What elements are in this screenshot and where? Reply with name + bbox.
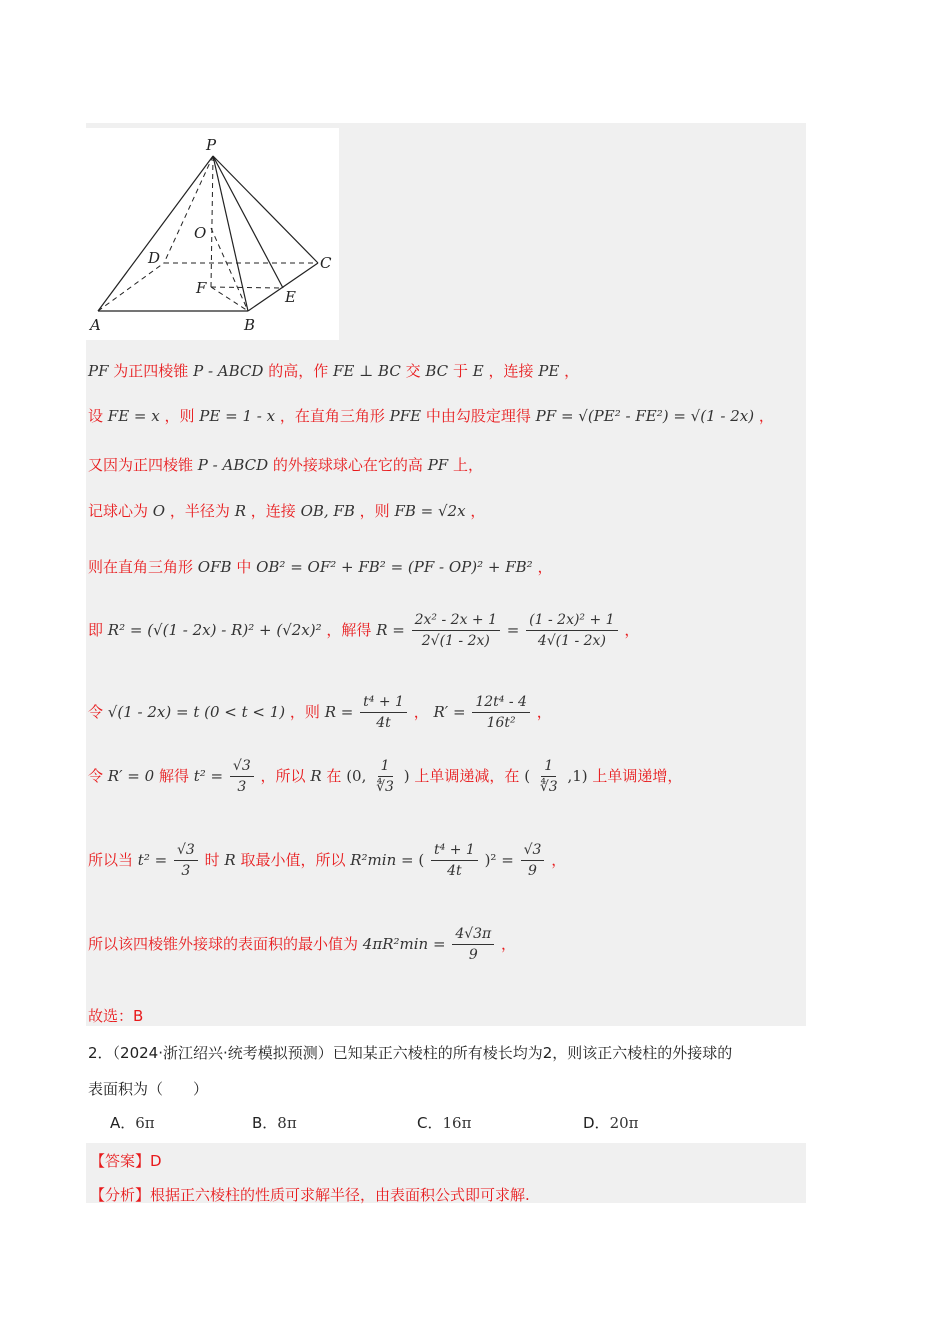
fraction xyxy=(360,692,407,733)
text: 中由勾股定理得 xyxy=(425,407,531,425)
solution-line-2 xyxy=(88,405,774,426)
numerator: 4√3π xyxy=(452,924,494,945)
solution-line-10 xyxy=(88,924,516,965)
math: R xyxy=(234,502,246,520)
numerator: √3 xyxy=(521,840,545,861)
text: 取最小值，所以 xyxy=(240,851,346,869)
text: 所以当 xyxy=(88,851,134,869)
numerator: √3 xyxy=(230,756,254,777)
text: 于 xyxy=(452,362,468,380)
text: 为正四棱锥 xyxy=(113,362,189,380)
math: (0, xyxy=(346,767,367,785)
text: ，在直角三角形 xyxy=(279,407,385,425)
text: 的外接球球心在它的高 xyxy=(272,456,423,474)
text: ，则 xyxy=(289,703,320,721)
math: OB² = OF² + FB² = (PF - OP)² + FB² xyxy=(256,558,533,576)
math: OB, FB xyxy=(300,502,355,520)
text: ，则 xyxy=(164,407,195,425)
denominator: 9 xyxy=(528,863,537,879)
text: 交 xyxy=(405,362,421,380)
option-label: D． xyxy=(583,1114,610,1132)
text: 在 xyxy=(326,767,342,785)
question-line-2: 表面积为（ ） xyxy=(88,1080,209,1098)
text: 令 xyxy=(88,767,104,785)
edge-PC xyxy=(213,156,318,263)
label-A: A xyxy=(90,316,101,334)
edge-PE xyxy=(213,156,283,288)
label-E: E xyxy=(285,288,296,306)
math: R′ = 0 xyxy=(107,767,155,785)
edge-AD xyxy=(98,263,164,311)
math: PE xyxy=(538,362,560,380)
math: BC xyxy=(425,362,449,380)
math: t² = xyxy=(137,851,168,869)
math: PF = √(PE² - FE²) = √(1 - 2x) xyxy=(535,407,755,425)
fraction xyxy=(537,756,561,797)
math: R′ = xyxy=(433,703,466,721)
solution-line-1 xyxy=(88,360,579,381)
option-value: 20π xyxy=(609,1114,639,1132)
text: ， xyxy=(624,621,640,639)
math: P - ABCD xyxy=(193,362,264,380)
math: R = xyxy=(324,703,354,721)
math: t² = xyxy=(193,767,224,785)
text: ，连接 xyxy=(488,362,534,380)
text: ，则 xyxy=(359,502,390,520)
math: ) xyxy=(403,767,410,785)
edge-PD xyxy=(164,156,213,263)
option-label: B． xyxy=(252,1114,278,1132)
math: R²min = xyxy=(350,851,414,869)
label-C: C xyxy=(320,254,332,272)
math: FE ⊥ BC xyxy=(333,362,401,380)
math: R = xyxy=(376,621,405,639)
math: R² = (√(1 - 2x) - R)² + (√2x)² xyxy=(107,621,322,639)
text: 设 xyxy=(88,407,104,425)
numerator: 1 xyxy=(541,756,556,777)
solution-final-choice: 故选：B xyxy=(88,1007,144,1025)
analysis-text: 【分析】根据正六棱柱的性质可求解半径，由表面积公式即可求解. xyxy=(90,1186,530,1204)
math: PE = 1 - x xyxy=(199,407,276,425)
text: ，解得 xyxy=(326,621,372,639)
solution-line-4 xyxy=(88,500,485,521)
fraction xyxy=(521,840,545,881)
numerator: 12t⁴ - 4 xyxy=(472,692,530,713)
label-F: F xyxy=(196,279,207,297)
option-value: 6π xyxy=(135,1114,155,1132)
solution-line-8 xyxy=(88,756,682,797)
text: ， xyxy=(537,558,553,576)
edge-FE xyxy=(211,287,283,288)
denominator: 2√(1 - 2x) xyxy=(421,633,490,649)
text: ， xyxy=(564,362,580,380)
math: = xyxy=(506,621,520,639)
text: 上， xyxy=(453,456,484,474)
math: FB = √2x xyxy=(394,502,466,520)
denominator: 9 xyxy=(468,947,478,963)
numerator: t⁴ + 1 xyxy=(360,692,407,713)
denominator: 16t² xyxy=(486,715,516,731)
text: ，连接 xyxy=(250,502,296,520)
text: 令 xyxy=(88,703,104,721)
denominator: 3 xyxy=(237,779,247,795)
label-O: O xyxy=(194,224,207,242)
text: 则在直角三角形 xyxy=(88,558,194,576)
denominator: 3 xyxy=(181,863,191,879)
math: ,1) xyxy=(567,767,588,785)
solution-line-7 xyxy=(88,692,552,733)
fraction xyxy=(230,756,254,797)
math: ( xyxy=(418,851,425,869)
solution-line-6 xyxy=(88,610,639,651)
numerator: (1 - 2x)² + 1 xyxy=(526,610,617,631)
answer-text: 【答案】D xyxy=(90,1152,162,1170)
text: 又因为正四棱锥 xyxy=(88,456,194,474)
math: R xyxy=(310,767,322,785)
option-b[interactable] xyxy=(252,1112,297,1133)
text: ， xyxy=(551,851,567,869)
solution-line-9 xyxy=(88,840,566,881)
denominator: 4t xyxy=(447,863,462,879)
denominator: ∜3 xyxy=(539,779,558,795)
solution-line-5 xyxy=(88,556,552,577)
text: 即 xyxy=(88,621,104,639)
text: ，半径为 xyxy=(169,502,230,520)
text: ， xyxy=(501,935,517,953)
denominator: 4t xyxy=(376,715,391,731)
fraction xyxy=(526,610,617,651)
math: R xyxy=(224,851,236,869)
text: 记球心为 xyxy=(88,502,149,520)
option-c[interactable] xyxy=(417,1112,471,1133)
edge-PF xyxy=(211,156,213,287)
text: 所以该四棱锥外接球的表面积的最小值为 xyxy=(88,935,359,953)
text: ， xyxy=(758,407,774,425)
math: P - ABCD xyxy=(197,456,269,474)
option-d[interactable] xyxy=(583,1112,639,1133)
text: 时 xyxy=(204,851,220,869)
numerator: 1 xyxy=(378,756,393,777)
math: )² xyxy=(484,851,497,869)
fraction xyxy=(373,756,397,797)
math: E xyxy=(472,362,484,380)
option-value: 16π xyxy=(442,1114,472,1132)
edge-BC xyxy=(248,263,318,311)
math: ( xyxy=(524,767,531,785)
option-a[interactable] xyxy=(110,1112,155,1133)
text: ， xyxy=(470,502,486,520)
fraction xyxy=(174,840,198,881)
option-value: 8π xyxy=(277,1114,297,1132)
question-line-1: 2．（2024·浙江绍兴·统考模拟预测）已知某正六棱柱的所有棱长均为2，则该正六棱柱的外接球的 xyxy=(88,1044,733,1062)
denominator: 4√(1 - 2x) xyxy=(537,633,606,649)
text: 上单调递增， xyxy=(592,767,683,785)
text: 上单调递减，在 xyxy=(414,767,520,785)
label-B: B xyxy=(244,316,256,334)
solution-line-3 xyxy=(88,454,483,475)
fraction xyxy=(431,840,478,881)
text: 的高，作 xyxy=(268,362,329,380)
text: 解得 xyxy=(158,767,189,785)
fraction xyxy=(472,692,530,733)
math: PF xyxy=(427,456,449,474)
fraction xyxy=(452,924,494,965)
numerator: √3 xyxy=(174,840,198,861)
label-D: D xyxy=(148,249,161,267)
numerator: 2x² - 2x + 1 xyxy=(412,610,500,631)
math: PF xyxy=(88,362,109,380)
text: 中 xyxy=(236,558,252,576)
math: O xyxy=(152,502,166,520)
edge-FB xyxy=(211,287,248,311)
option-label: A． xyxy=(110,1114,136,1132)
numerator: t⁴ + 1 xyxy=(431,840,478,861)
math: = xyxy=(501,851,514,869)
math: FE = x xyxy=(107,407,160,425)
math: 4πR²min = xyxy=(362,935,446,953)
label-P: P xyxy=(206,136,217,154)
math: √(1 - 2x) = t (0 < t < 1) xyxy=(107,703,286,721)
text: ，所以 xyxy=(260,767,306,785)
text: ， xyxy=(536,703,552,721)
option-label: C． xyxy=(417,1114,443,1132)
pyramid-diagram xyxy=(86,128,339,340)
math: OFB xyxy=(197,558,232,576)
text: ， xyxy=(413,703,429,721)
pyramid-figure xyxy=(86,128,339,340)
fraction xyxy=(412,610,500,651)
denominator: ∜3 xyxy=(376,779,394,795)
math: PFE xyxy=(389,407,422,425)
